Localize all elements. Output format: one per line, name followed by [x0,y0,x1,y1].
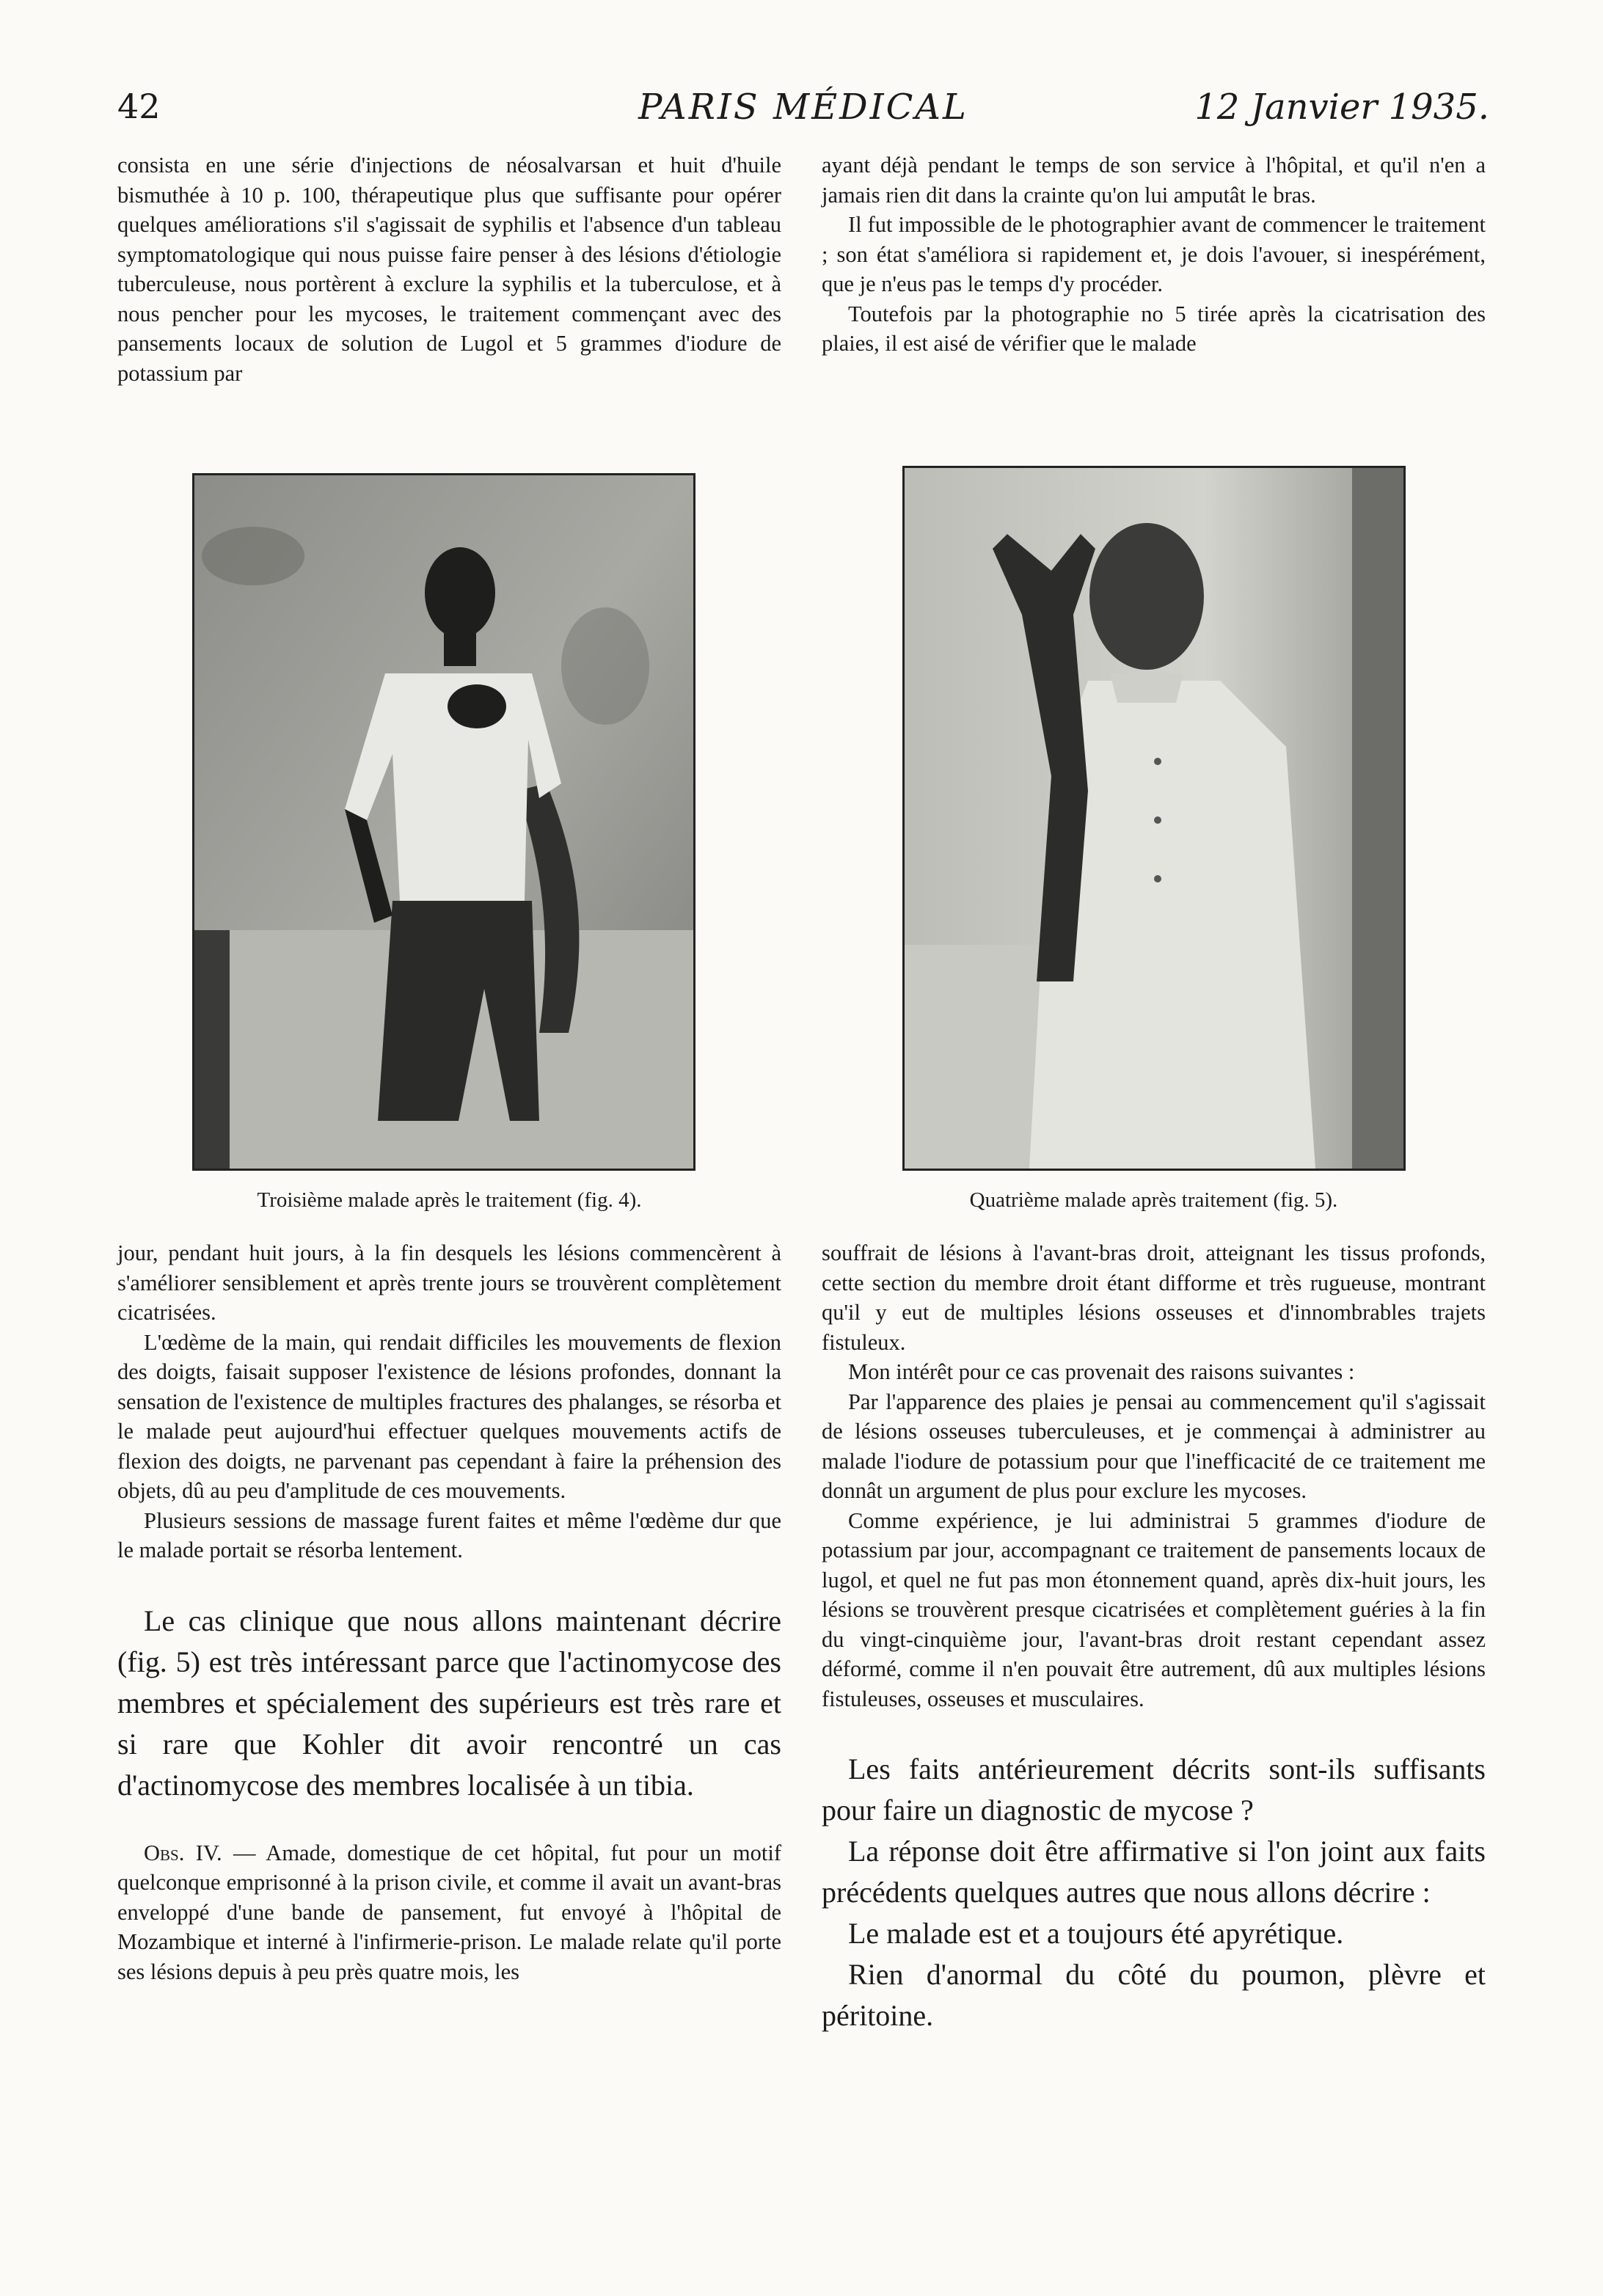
figure-4-photo [192,473,695,1171]
paragraph: L'œdème de la main, qui rendait difficiles les mouvements de flexion des doigts, faisait supposer l'existence de lésions profondes, donnant la sensation de l'existence de multiples fractures des phalanges, se résorba et le malade peut aujourd'hui effectuer quelques mouvements actifs de flexion des doigts, ne parvenant pas cependant à faire la préhension des objets, dû au peu d'amplitude de ces mouvements. [117,1329,781,1503]
journal-title: PARIS MÉDICAL [638,87,968,128]
paragraph: Il fut impossible de le photographier avant de commencer le traitement ; son état s'améliora si rapidement et, je dois l'avouer, si inespérément, que je n'eus pas le temps d'y procéder. [822,212,1486,296]
paragraph: Toutefois par la photographie no 5 tirée après la cicatrisation des plaies, il est aisé de vérifier que le malade [822,301,1486,356]
paragraph: jour, pendant huit jours, à la fin desquels les lésions commencèrent à s'améliorer sensiblement et après trente jours se trouvèrent complètement cicatrisées. [117,1240,781,1325]
page-header [117,87,1489,138]
figure-5-photo [902,466,1406,1171]
intro-paragraph: Le cas clinique que nous allons maintenant décrire (fig. 5) est très intéressant parce que l'actinomycose des membres et spécialement des supérieurs est très rare et si rare que Kohler dit avoir rencontré un cas d'actinomycose des membres localisée à un tibia. [117,1604,781,1802]
right-column-top [822,150,1486,359]
third-patient-photo [194,475,693,1169]
paragraph: ayant déjà pendant le temps de son service à l'hôpital, et qu'il n'en a jamais rien dit dans la crainte qu'on lui amputât le bras. [822,153,1486,208]
paragraph: souffrait de lésions à l'avant-bras droit, atteignant les tissus profonds, cette section du membre droit étant difforme et très rugueuse, montrant qu'il y eut de multiples lésions osseuses et d'innombrables trajets fistuleux. [822,1240,1486,1355]
figure-5-caption: Quatrième malade après traitement (fig. 5). [969,1188,1338,1212]
finding-paragraph: Rien d'anormal du côté du poumon, plèvre et péritoine. [822,1958,1486,2032]
observation-paragraph [117,1838,781,1987]
finding-paragraph: Le malade est et a toujours été apyrétique. [848,1917,1344,1950]
left-column-bottom [117,1238,781,1986]
left-column-top [117,150,781,388]
paragraph: Comme expérience, je lui administrai 5 grammes d'iodure de potassium par jour, accompagnant ce traitement de pansements locaux de lugol, et quel ne fut pas mon étonnement quand, après dix-huit jours, les lésions se trouvèrent presque cicatrisées et complètement guéries à la fin du vingt-cinquième jour, l'avant-bras droit restant cependant assez déformé, comme il n'en pouvait être autrement, dû aux multiples lésions fistuleuses, osseuses et musculaires. [822,1507,1486,1711]
paragraph: Plusieurs sessions de massage furent faites et même l'œdème dur que le malade portait se résorba lentement. [117,1507,781,1562]
question-paragraph: Les faits antérieurement décrits sont-ils suffisants pour faire un diagnostic de mycose ? [822,1752,1486,1827]
right-column-bottom [822,1238,1486,2036]
fourth-patient-photo [905,468,1403,1169]
figure-4-caption: Troisième malade après le traitement (fig. 4). [257,1188,642,1212]
page-number: 42 [117,87,161,126]
paragraph: Par l'apparence des plaies je pensai au commencement qu'il s'agissait de lésions osseuses tuberculeuses, et je commençai à administrer au malade l'iodure de potassium pour que l'inefficacité de ce traitement me donnât un argument de plus pour exclure les mycoses. [822,1389,1486,1503]
observation-label: Obs. IV. [144,1840,222,1865]
answer-paragraph: La réponse doit être affirmative si l'on joint aux faits précédents quelques autres que nous allons décrire : [822,1835,1486,1909]
issue-date: 12 Janvier 1935. [1194,87,1489,128]
observation-text: — Amade, domestique de cet hôpital, fut pour un motif quelconque emprisonné à la prison civile, et comme il avait un avant-bras enveloppé d'une bande de pansement, fut envoyé à l'hôpital de Mozambique et interné à l'infirmerie-prison. Le malade relate qu'il porte ses lésions depuis à peu près quatre mois, les [117,1840,781,1984]
paragraph: Mon intérêt pour ce cas provenait des raisons suivantes : [848,1359,1355,1384]
paragraph: consista en une série d'injections de néosalvarsan et huit d'huile bismuthée à 10 p. 100, thérapeutique plus que suffisante pour opérer quelques améliorations s'il s'agissait de syphilis et l'absence d'un tableau symptomatologique qui nous puisse faire penser à des lésions d'étiologie tuberculeuse, nous portèrent à exclure la syphilis et la tuberculose, et à nous pencher pour les mycoses, le traitement commençant avec des pansements locaux de solution de Lugol et 5 grammes d'iodure de potassium par [117,153,781,386]
